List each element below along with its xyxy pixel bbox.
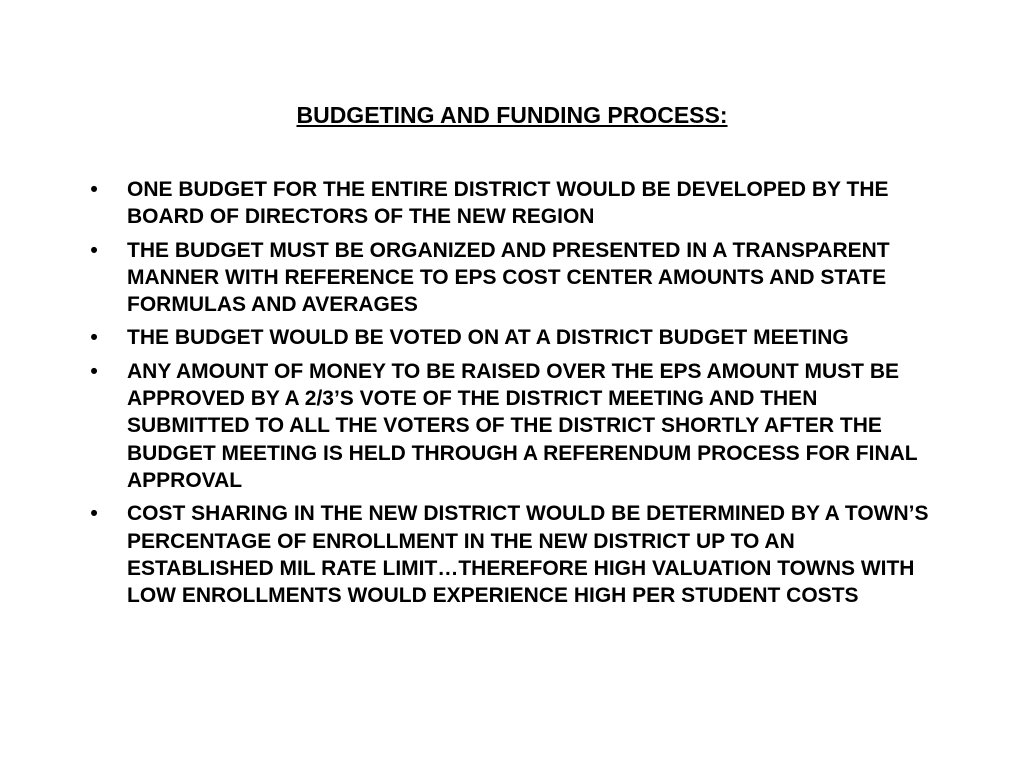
bullet-item — [84, 324, 944, 351]
bullet-dot-icon: • — [90, 238, 98, 262]
bullet-dot-icon: • — [90, 178, 98, 201]
bullet-list — [84, 176, 944, 615]
bullet-text: COST SHARING IN THE NEW DISTRICT WOULD BE DETERMINED BY A TOWN’S PERCENTAGE OF ENROLLMENT IN THE NEW DISTRICT UP TO AN ESTABLISHED MIL RATE LIMIT…THEREFORE HIGH VALUATION TOWNS WITH LOW ENROLLMENTS WOULD EXPERIENCE HIGH PER STUDENT COSTS — [127, 502, 929, 608]
bullet-text: THE BUDGET MUST BE ORGANIZED AND PRESENTED IN A TRANSPARENT MANNER WITH REFERENCE TO EPS COST CENTER AMOUNTS AND STATE FORMULAS AND AVERAGES — [127, 238, 890, 317]
bullet-item — [84, 358, 944, 494]
bullet-item — [84, 237, 944, 319]
bullet-text: ANY AMOUNT OF MONEY TO BE RAISED OVER THE EPS AMOUNT MUST BE APPROVED BY A 2/3’S VOTE OF THE DISTRICT MEETING AND THEN SUBMITTED TO ALL THE VOTERS OF THE DISTRICT SHORTLY AFTER THE BUDGET MEETING IS HELD THROUGH A REFERENDUM PROCESS FOR FINAL APPROVAL — [127, 359, 918, 492]
bullet-item — [84, 176, 944, 231]
bullet-dot-icon: • — [90, 359, 98, 383]
bullet-text: ONE BUDGET FOR THE ENTIRE DISTRICT WOULD BE DEVELOPED BY THE BOARD OF DIRECTORS OF THE NEW REGION — [127, 178, 889, 229]
bullet-text: THE BUDGET WOULD BE VOTED ON AT A DISTRICT BUDGET MEETING — [127, 326, 849, 350]
bullet-dot-icon: • — [90, 502, 98, 526]
bullet-dot-icon: • — [90, 326, 98, 350]
slide-title: BUDGETING AND FUNDING PROCESS: — [296, 102, 728, 128]
bullet-item — [84, 500, 944, 609]
